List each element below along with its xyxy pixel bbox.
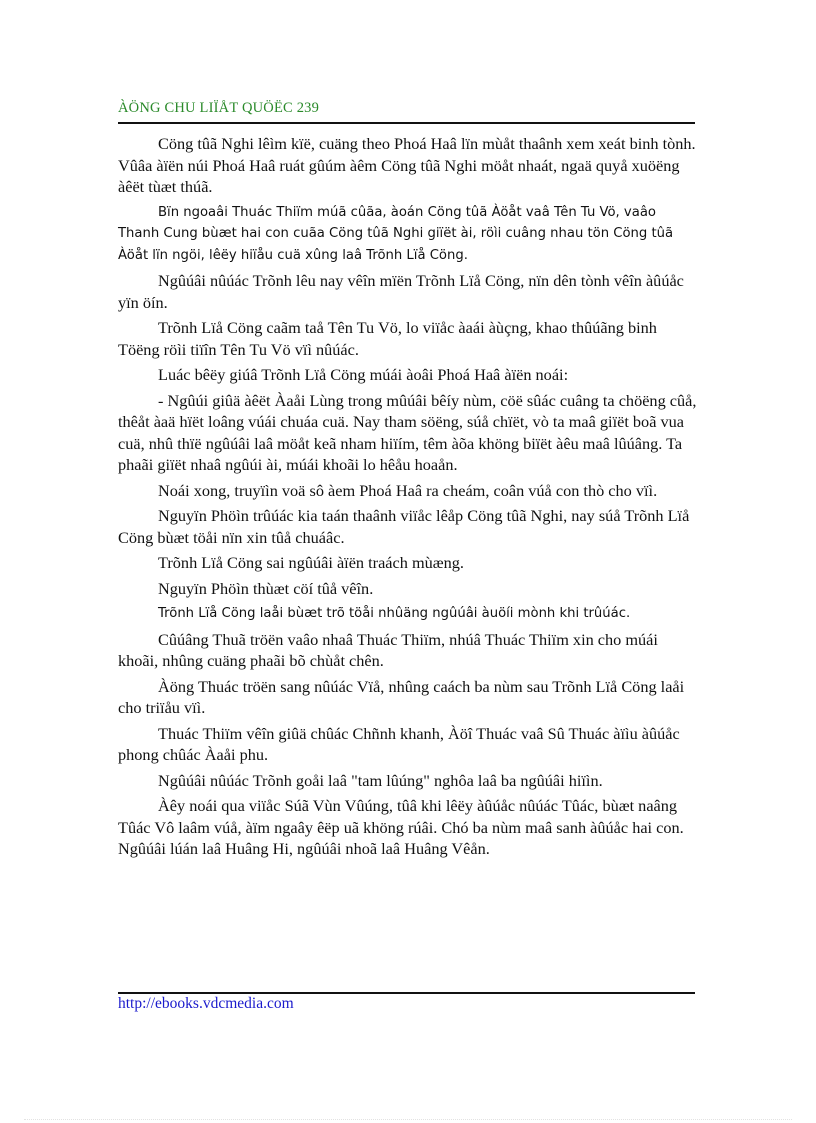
paragraph: Trõnh Lïå Cöng sai ngûúâi àïën traách mùæng. bbox=[158, 553, 464, 572]
paragraph: - Ngûúi giûä àêët Àaåi Lùng trong mûúâi bêíy nùm, cöë sûác cuâng ta chöëng cûå, thêåt àaä hïët loâng vúái chuáa cuä. Nay tham söëng, súå chïët, vò ta maâ giïët boã vua cuä, nhû thïë ngûúâi laâ möåt keã nham hiïím, têm àõa khöng biïët àêu maâ lûúâng. Ta phaãi giïët nhaâ ngûúi ài, múái khoãi lo hêåu hoaån. bbox=[118, 390, 697, 474]
paragraph: Àêy noái qua viïåc Súã Vùn Vûúng, tûâ khi lêëy àûúåc nûúác Tûác, bùæt naâng Tûác Vô laâm vúå, àïm ngaây êëp uã khöng rúâi. Chó ba nùm maâ sanh àûúåc hai con. Ngûúâi lúán laâ Huâng Hi, ngûúâi nhoã laâ Huâng Vêån. bbox=[118, 796, 684, 858]
footer-link[interactable]: http://ebooks.vdcmedia.com bbox=[118, 995, 294, 1012]
paragraph: Thuác Thiïm vêîn giûä chûác Chñnh khanh, Àöî Thuác vaâ Sû Thuác àïìu àûúåc phong chûác Àaåi phu. bbox=[118, 723, 680, 764]
body-text bbox=[118, 133, 698, 864]
paragraph: Àöng Thuác tröën sang nûúác Vïå, nhûng caách ba nùm sau Trõnh Lïå Cöng laåi cho triïåu vïì. bbox=[118, 676, 685, 717]
paragraph: Ngûúâi nûúác Trõnh lêu nay vêîn mïën Trõnh Lïå Cöng, nïn dên tònh vêîn àûúåc yïn öín. bbox=[118, 271, 684, 312]
page-header-title: ÀÖNG CHU LIÏÅT QUÖËC 239 bbox=[118, 100, 320, 116]
paragraph: Cûúâng Thuã tröën vaâo nhaâ Thuác Thiïm, nhúâ Thuác Thiïm xin cho múái khoãi, nhûng cuäng phaãi bõ chùåt chên. bbox=[118, 629, 658, 670]
paragraph: Trõnh Lïå Cöng laåi bùæt trõ töåi nhûäng ngûúâi àuöíi mònh khi trûúác. bbox=[158, 606, 631, 621]
paragraph: Ngûúâi nûúác Trõnh goåi laâ "tam lûúng" nghôa laâ ba ngûúâi hiïìn. bbox=[158, 770, 603, 790]
paragraph: Noái xong, truyïìn voä sô àem Phoá Haâ ra cheám, coân vúå con thò cho vïì. bbox=[158, 480, 658, 500]
paragraph: Nguyïn Phöìn thùæt cöí tûå vêîn. bbox=[158, 578, 374, 598]
paragraph: Trõnh Lïå Cöng caãm taå Tên Tu Vö, lo viïåc àaái àùçng, khao thûúãng binh Töëng röìi tiïîn Tên Tu Vö vïì nûúác. bbox=[118, 318, 657, 359]
page-edge-dotted-line bbox=[24, 1119, 792, 1120]
footer-divider bbox=[118, 992, 695, 994]
paragraph: Luác bêëy giúâ Trõnh Lïå Cöng múái àoâi Phoá Haâ àïën noái: bbox=[158, 365, 569, 384]
paragraph: Nguyïn Phöìn trûúác kia taán thaânh viïåc lêåp Cöng tûã Nghi, nay súå Trõnh Lïå Cöng bùæt töåi nïn xin tûå chuáâc. bbox=[118, 506, 690, 547]
paragraph: Cöng tûã Nghi lêìm kïë, cuäng theo Phoá Haâ lïn mùåt thaânh xem xeát binh tònh. Vûâa àïën núi Phoá Haâ ruát gûúm àêm Cöng tûã Nghi möåt nhaát, ngaä quyå xuöëng àêët tùæt thúã. bbox=[118, 134, 696, 196]
header-divider bbox=[118, 122, 695, 124]
paragraph: Bïn ngoaâi Thuác Thiïm múã cûãa, àoán Cöng tûã Àöåt vaâ Tên Tu Vö, vaâo Thanh Cung bùæt hai con cuãa Cöng tûã Nghi giïët ài, röìi cuâng nhau tön Cöng tûã Àöåt lïn ngöi, lêëy hiïåu cuä xûng laâ Trõnh Lïå Cöng. bbox=[118, 204, 674, 263]
